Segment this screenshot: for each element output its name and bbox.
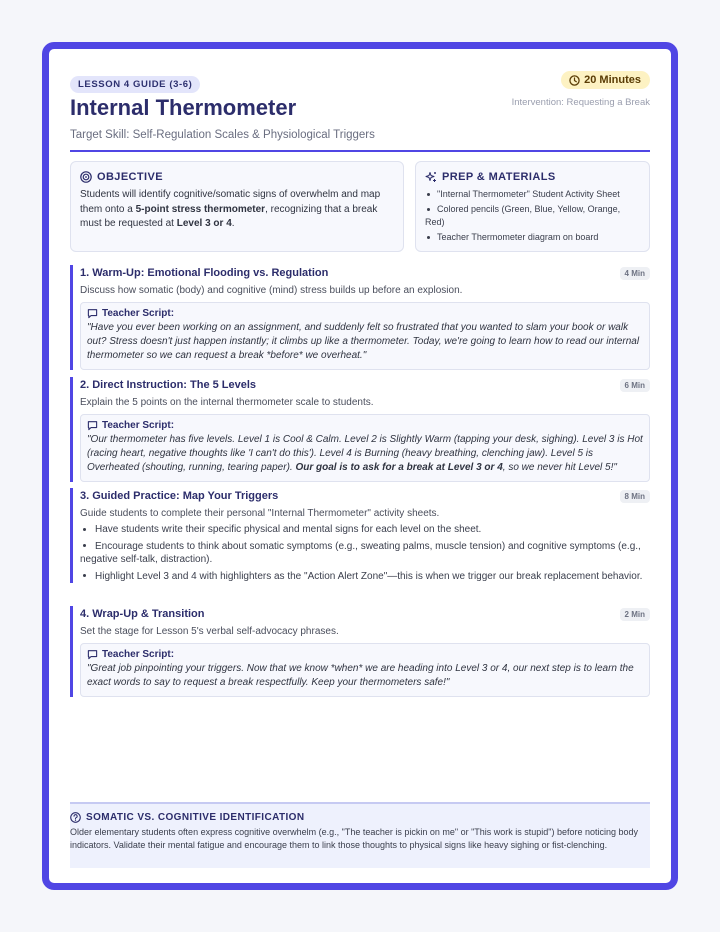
step-duration: 8 Min <box>620 490 650 503</box>
question-circle-icon <box>70 812 81 823</box>
lesson-step-4 <box>70 606 650 697</box>
script-text: "Great job pinpointing your triggers. Now that we know *when* we are heading into Level 3 or 4, our next step is to learn the exact words to say to request a break respectfully. Keep your thermometers safe!" <box>87 663 634 688</box>
objective-title: OBJECTIVE <box>97 171 163 183</box>
note-title: SOMATIC VS. COGNITIVE IDENTIFICATION <box>86 812 305 823</box>
duration-label: 20 Minutes <box>584 74 641 86</box>
teacher-script <box>80 414 650 482</box>
duration-badge <box>561 71 650 89</box>
step-description: Discuss how somatic (body) and cognitive (mind) stress builds up before an explosion. <box>80 285 463 296</box>
lesson-step-2 <box>70 377 650 482</box>
speech-bubble-icon <box>87 420 98 431</box>
script-text: "Have you ever been working on an assignment, and suddenly felt so frustrated that you wanted to slam your book or walk out? Stress doesn't just happen instantly; it climbs up like a thermometer. Today, we're going to learn how to read our internal thermometer so we can request a break *before* we overheat." <box>87 322 640 361</box>
objective-text-part: , recognizing that a break must be requested at <box>80 203 378 229</box>
practice-list <box>80 523 650 583</box>
list-item <box>425 203 640 229</box>
objective-emphasis: 5-point stress thermometer <box>135 203 266 215</box>
objective-emphasis: Level 3 or 4 <box>176 218 232 229</box>
objective-box <box>70 161 404 252</box>
step-description: Set the stage for Lesson 5's verbal self-advocacy phrases. <box>80 626 339 637</box>
step-duration: 4 Min <box>620 267 650 280</box>
info-boxes <box>70 161 650 252</box>
target-skill: Target Skill: Self-Regulation Scales & Physiological Triggers <box>70 129 375 141</box>
objective-text-part: Students will identify cognitive/somatic signs of overwhelm and map them onto a <box>80 189 381 215</box>
script-text <box>87 433 643 475</box>
step-duration: 6 Min <box>620 379 650 392</box>
intervention-label: Intervention: Requesting a Break <box>511 97 650 108</box>
lesson-content <box>70 74 650 850</box>
teacher-script <box>80 643 650 697</box>
clock-icon <box>569 75 580 86</box>
bullet-text: Have students write their specific physical and mental signs for each level on the sheet. <box>95 524 482 535</box>
step-description: Guide students to complete their personal "Internal Thermometer" activity sheets. <box>80 508 440 519</box>
speech-bubble-icon <box>87 649 98 660</box>
lesson-step-1 <box>70 265 650 370</box>
script-label <box>87 308 643 319</box>
script-label <box>87 649 643 660</box>
teacher-script <box>80 302 650 370</box>
material-label: Colored pencils (Green, Blue, Yellow, Orange, Red) <box>425 204 621 227</box>
script-label-text: Teacher Script: <box>102 420 175 431</box>
list-item <box>425 231 640 244</box>
script-label <box>87 420 643 431</box>
step-duration: 2 Min <box>620 608 650 621</box>
step-title: 4. Wrap-Up & Transition <box>80 608 205 620</box>
list-item <box>80 570 650 584</box>
step-title: 1. Warm-Up: Emotional Flooding vs. Regulation <box>80 267 329 279</box>
prep-heading <box>425 171 640 183</box>
speech-bubble-icon <box>87 308 98 319</box>
step-description: Explain the 5 points on the internal thermometer scale to students. <box>80 397 374 408</box>
sparkle-icon <box>425 171 437 183</box>
objective-heading <box>80 171 394 183</box>
script-emphasis: Our goal is to ask for a break at Level 3 or 4 <box>295 462 503 473</box>
list-item <box>80 540 650 567</box>
lesson-card <box>42 42 678 890</box>
page-title: Internal Thermometer <box>70 95 297 120</box>
step-title: 2. Direct Instruction: The 5 Levels <box>80 379 257 391</box>
list-item <box>425 188 640 201</box>
note-heading <box>70 812 650 823</box>
list-item <box>80 523 650 537</box>
bullet-text: Highlight Level 3 and 4 with highlighters as the "Action Alert Zone"—this is when we trigger our break replacement behavior. <box>95 570 643 582</box>
lesson-header <box>70 75 650 152</box>
prep-box <box>415 161 650 252</box>
script-text-part: "Our thermometer has five levels. Level 1 is Cool & Calm. Level 2 is Slightly Warm (tapping your desk, sighing). Level 3 is Hot (racing heart, negative thoughts like 'I can't do this'). Level 4 is Burning (heavy breathing, clenching jaw). Level 5 is Overheated (shouting, running, tearing paper). <box>87 434 643 473</box>
note-text: Older elementary students often express cognitive overwhelm (e.g., "The teacher is pickin on me" or "This work is stupid") before noticing body indicators. Validate their mental fatigue and encourage them to link those thoughts to physical signs like heavy sighing or fist-clenching. <box>70 827 639 850</box>
prep-title: PREP & MATERIALS <box>442 171 556 183</box>
script-label-text: Teacher Script: <box>102 649 175 660</box>
objective-text <box>80 188 394 232</box>
objective-text-part: . <box>231 218 235 229</box>
target-icon <box>80 171 92 183</box>
step-title: 3. Guided Practice: Map Your Triggers <box>80 490 279 502</box>
lesson-step-3 <box>70 488 650 583</box>
guide-badge: LESSON 4 GUIDE (3-6) <box>70 76 200 93</box>
script-label-text: Teacher Script: <box>102 308 175 319</box>
script-text-part: , so we never hit Level 5!" <box>502 462 617 473</box>
material-label: Teacher Thermometer diagram on board <box>437 232 599 242</box>
materials-list <box>425 188 640 244</box>
bullet-text: Encourage students to think about somatic symptoms (e.g., sweating palms, muscle tension) and cognitive symptoms (e.g., negative self-talk, distraction). <box>80 540 641 565</box>
material-label: "Internal Thermometer" Student Activity Sheet <box>437 189 620 199</box>
identification-note <box>70 802 650 868</box>
